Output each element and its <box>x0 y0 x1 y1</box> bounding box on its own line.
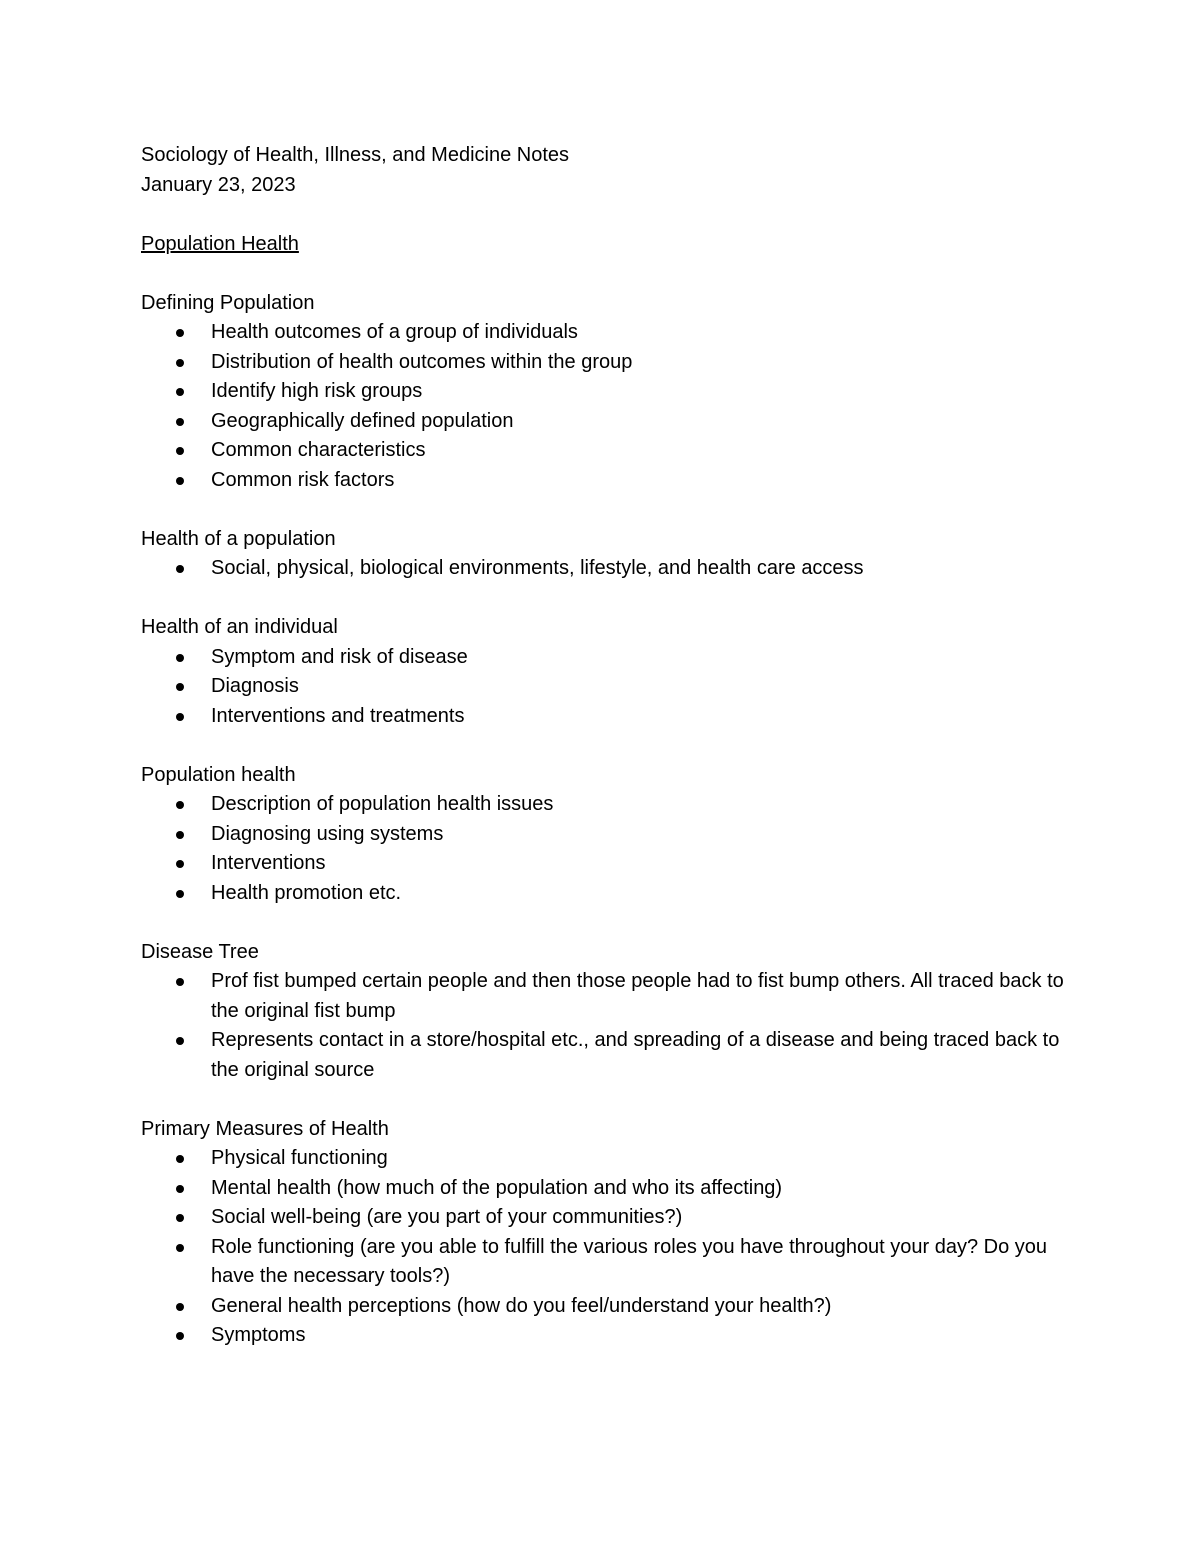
section <box>141 938 1071 1115</box>
bullet-icon <box>176 359 184 367</box>
list-item-text: Geographically defined population <box>211 409 514 432</box>
bullet-list <box>141 643 1071 732</box>
bullet-icon <box>176 388 184 396</box>
list-item-text: Symptoms <box>211 1324 306 1346</box>
section-title: Primary Measures of Health <box>141 1117 389 1140</box>
section <box>141 761 1071 938</box>
list-item <box>141 849 1071 879</box>
bullet-icon <box>176 978 184 986</box>
bullet-list <box>141 554 1071 584</box>
bullet-icon <box>176 860 184 868</box>
list-item-text: Common risk factors <box>211 468 395 491</box>
list-item-text: Represents contact in a store/hospital etc., and spreading of a disease and being traced back to the original source <box>211 1029 1060 1081</box>
document-page <box>141 141 1071 1351</box>
bullet-icon <box>176 713 184 721</box>
list-item <box>141 436 1071 466</box>
bullet-icon <box>176 1332 184 1340</box>
spacer <box>141 908 1071 938</box>
list-item-text: Interventions <box>211 852 326 874</box>
bullet-icon <box>176 890 184 898</box>
list-item <box>141 466 1071 496</box>
section-title: Defining Population <box>141 291 315 314</box>
list-item-text: Distribution of health outcomes within the group <box>211 350 633 373</box>
section-title: Disease Tree <box>141 940 259 963</box>
list-item <box>141 377 1071 407</box>
section <box>141 525 1071 614</box>
list-item <box>141 967 1071 1026</box>
section-title: Health of a population <box>141 527 336 550</box>
list-item-text: Symptom and risk of disease <box>211 645 468 668</box>
list-item <box>141 318 1071 348</box>
list-item-text: Identify high risk groups <box>211 380 423 402</box>
list-item <box>141 407 1071 437</box>
bullet-icon <box>176 1303 184 1311</box>
list-item <box>141 1174 1071 1204</box>
bullet-icon <box>176 1244 184 1252</box>
list-item <box>141 672 1071 702</box>
sections-container <box>141 289 1071 1351</box>
list-item <box>141 1026 1071 1085</box>
list-item-text: Diagnosis <box>211 675 299 697</box>
bullet-list <box>141 318 1071 495</box>
document-date: January 23, 2023 <box>141 173 296 196</box>
list-item-text: Diagnosing using systems <box>211 822 444 845</box>
list-item-text: Interventions and treatments <box>211 704 465 727</box>
bullet-icon <box>176 565 184 573</box>
list-item-text: Health outcomes of a group of individuals <box>211 321 578 343</box>
bullet-list <box>141 790 1071 908</box>
bullet-icon <box>176 654 184 662</box>
list-item <box>141 1203 1071 1233</box>
bullet-icon <box>176 477 184 485</box>
spacer <box>141 259 1071 289</box>
list-item <box>141 1292 1071 1322</box>
main-heading: Population Health <box>141 232 299 255</box>
spacer <box>141 584 1071 614</box>
spacer <box>141 495 1071 525</box>
spacer <box>141 200 1071 230</box>
bullet-icon <box>176 1185 184 1193</box>
list-item <box>141 702 1071 732</box>
section <box>141 1115 1071 1351</box>
section-title: Population health <box>141 763 296 786</box>
section <box>141 289 1071 525</box>
bullet-list <box>141 967 1071 1085</box>
bullet-icon <box>176 1214 184 1222</box>
list-item <box>141 348 1071 378</box>
list-item-text: Social well-being (are you part of your communities?) <box>211 1206 683 1228</box>
bullet-icon <box>176 1037 184 1045</box>
bullet-icon <box>176 801 184 809</box>
list-item <box>141 820 1071 850</box>
list-item-text: Mental health (how much of the population and who its affecting) <box>211 1176 783 1199</box>
bullet-list <box>141 1144 1071 1351</box>
list-item-text: Physical functioning <box>211 1147 388 1169</box>
list-item <box>141 643 1071 673</box>
section <box>141 613 1071 761</box>
bullet-icon <box>176 447 184 455</box>
bullet-icon <box>176 831 184 839</box>
list-item <box>141 879 1071 909</box>
list-item <box>141 1321 1071 1351</box>
list-item-text: Social, physical, biological environments, lifestyle, and health care access <box>211 557 864 579</box>
list-item <box>141 1144 1071 1174</box>
list-item-text: Prof fist bumped certain people and then those people had to fist bump others. All traced back to the original fist bump <box>211 970 1064 1022</box>
list-item-text: Common characteristics <box>211 439 426 461</box>
list-item-text: Role functioning (are you able to fulfill the various roles you have throughout your day? Do you have the necessary tools?) <box>211 1235 1048 1287</box>
spacer <box>141 1085 1071 1115</box>
list-item <box>141 554 1071 584</box>
bullet-icon <box>176 683 184 691</box>
list-item <box>141 1233 1071 1292</box>
section-title: Health of an individual <box>141 616 338 638</box>
list-item <box>141 790 1071 820</box>
spacer <box>141 731 1071 761</box>
list-item-text: Description of population health issues <box>211 793 554 815</box>
list-item-text: General health perceptions (how do you feel/understand your health?) <box>211 1294 832 1317</box>
list-item-text: Health promotion etc. <box>211 881 402 904</box>
bullet-icon <box>176 418 184 426</box>
document-title: Sociology of Health, Illness, and Medicine Notes <box>141 144 570 166</box>
bullet-icon <box>176 329 184 337</box>
bullet-icon <box>176 1155 184 1163</box>
